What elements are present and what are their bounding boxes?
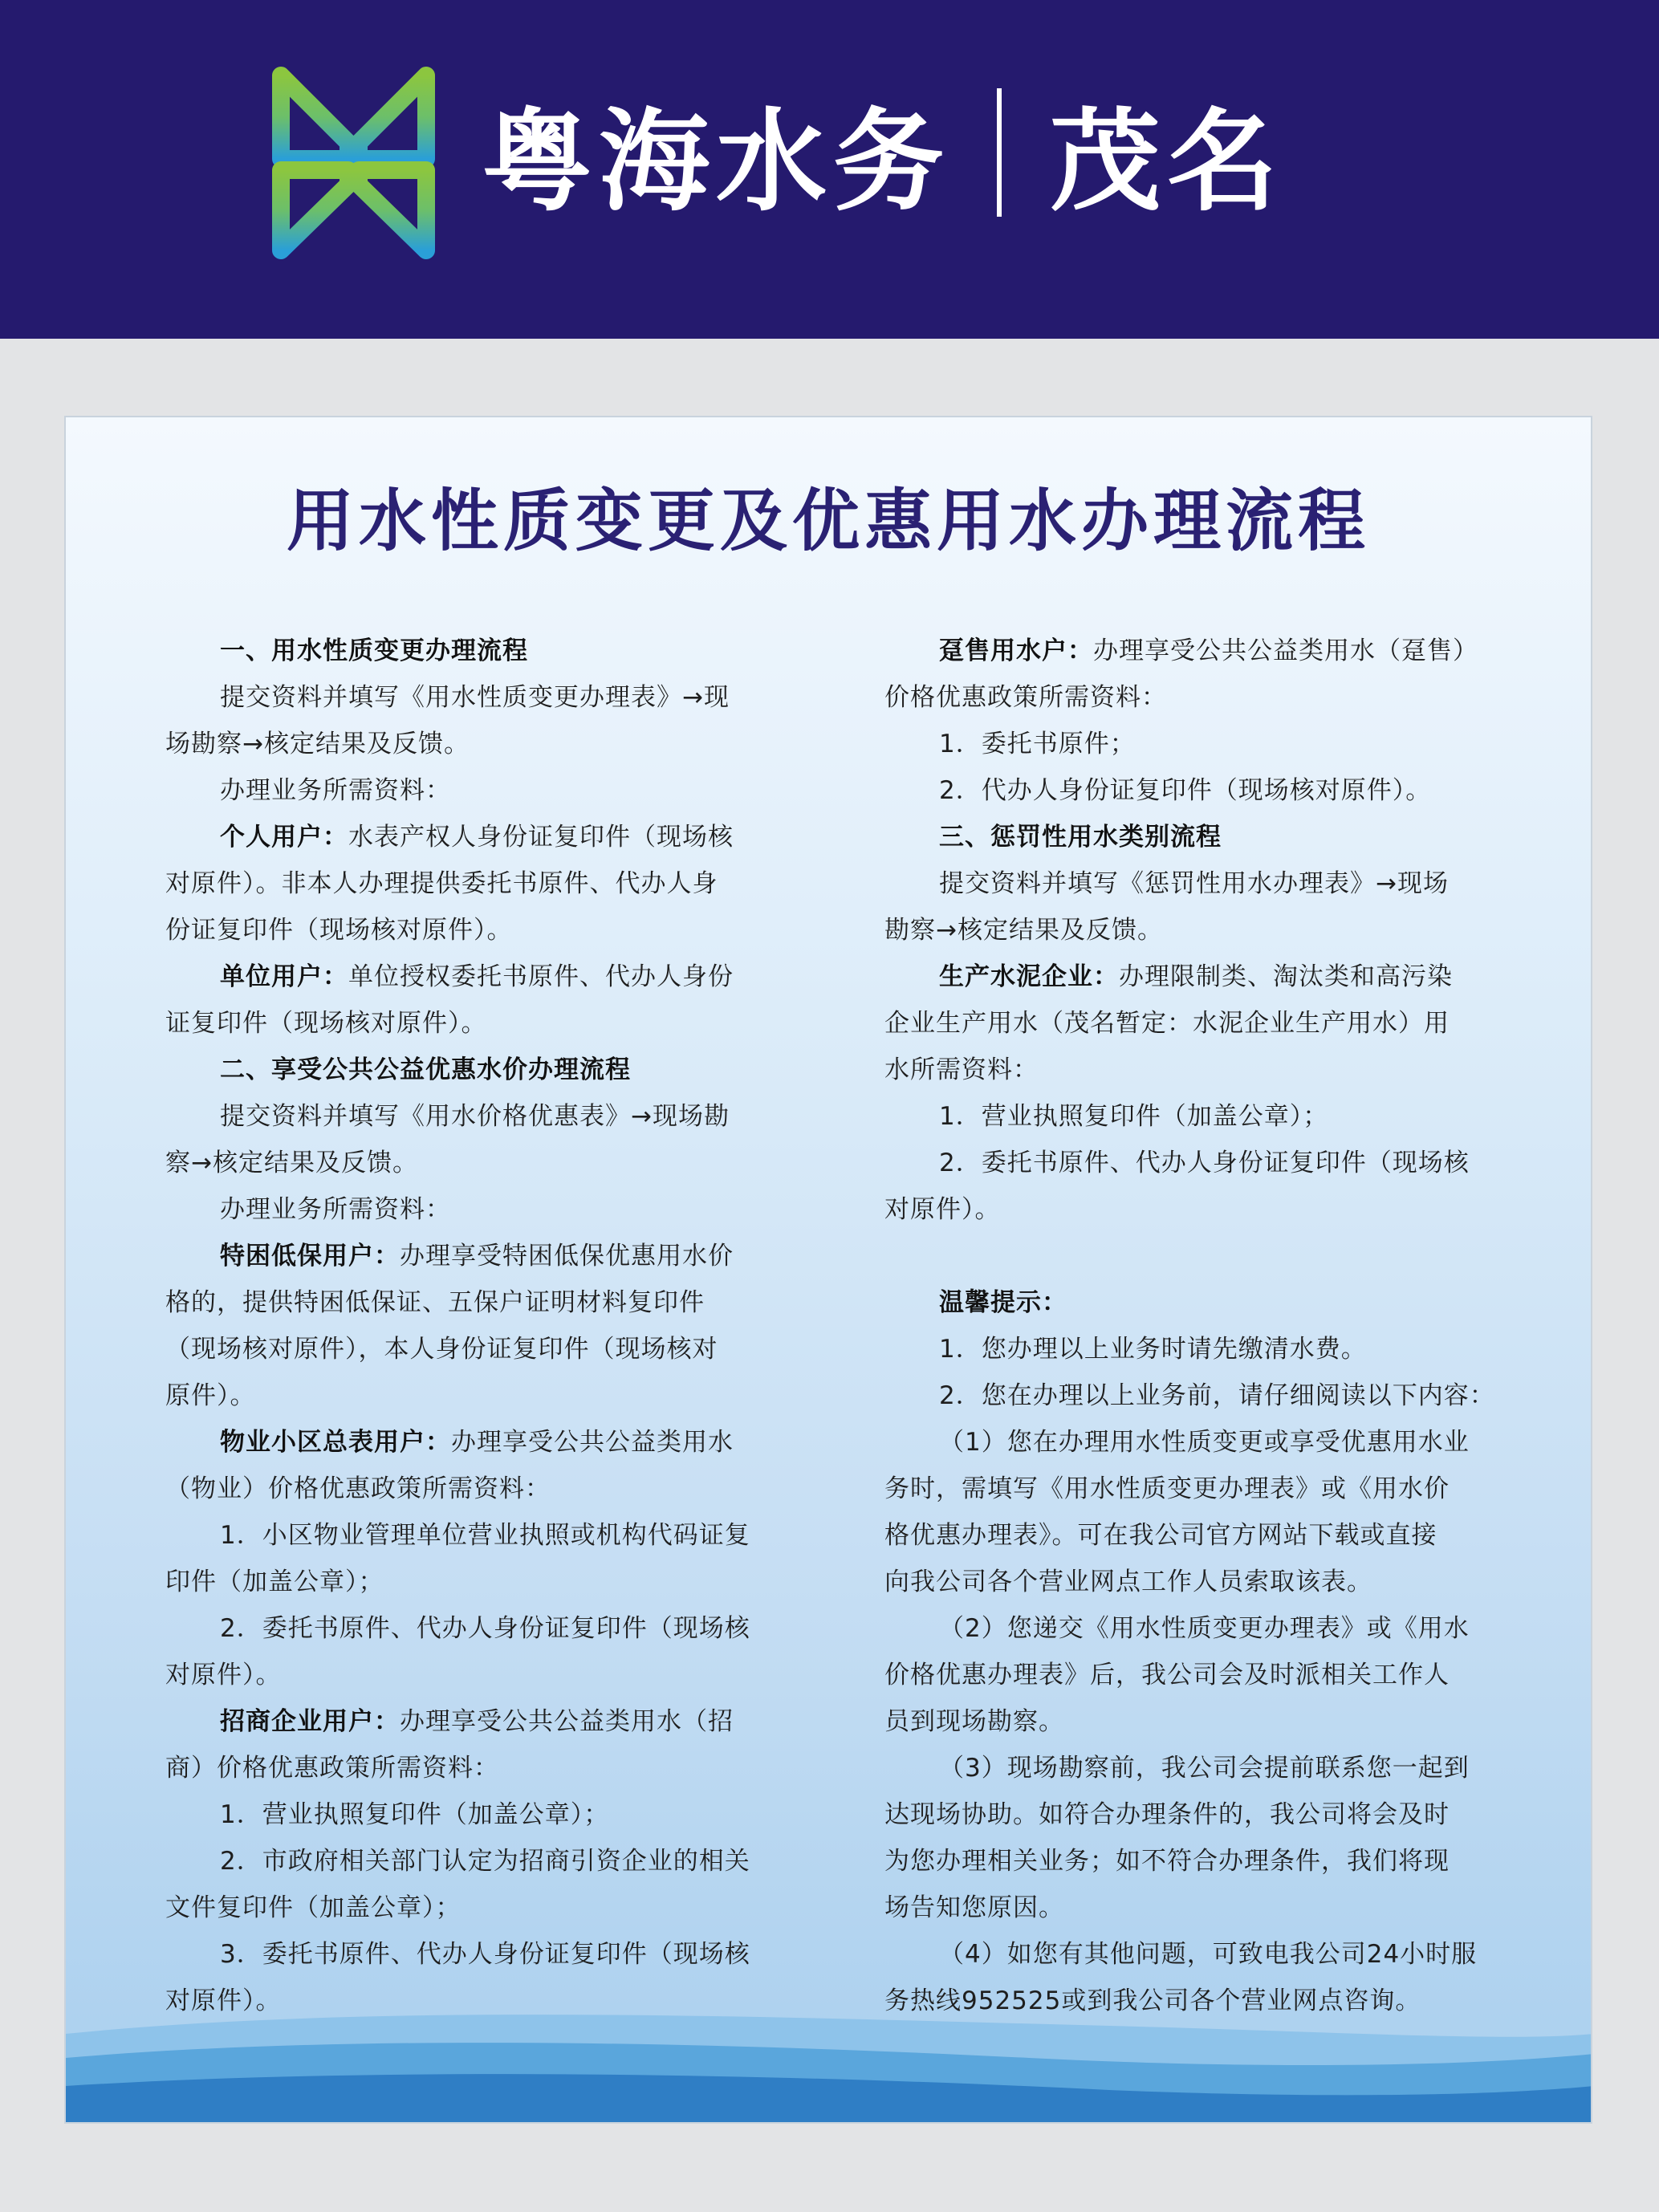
text-line	[884, 1745, 1511, 1791]
line-text: 水所需资料：	[884, 1055, 1039, 1084]
line-text: 3．委托书原件、代办人身份证复印件（现场核	[220, 1940, 750, 1969]
line-text: 格优惠办理表》。可在我公司官方网站下载或直接	[884, 1521, 1437, 1550]
text-line	[884, 1652, 1511, 1698]
line-text: 提交资料并填写《惩罚性用水办理表》→现场	[939, 869, 1449, 898]
bold-label: 趸售用水户：	[939, 636, 1093, 665]
line-text: 1．您办理以上业务时请先缴清水费。	[939, 1335, 1367, 1364]
line-text: 一、用水性质变更办理流程	[220, 636, 528, 665]
section-heading	[165, 1047, 791, 1093]
line-text: 办理享受公共公益类用水（招	[400, 1707, 734, 1736]
section-heading	[884, 1279, 1511, 1326]
line-text: 场勘察→核定结果及反馈。	[165, 730, 470, 758]
text-line	[165, 674, 791, 721]
line-text: 勘察→核定结果及反馈。	[884, 916, 1163, 945]
line-text: 企业生产用水（茂名暂定：水泥企业生产用水）用	[884, 1009, 1450, 1038]
text-line	[165, 1838, 791, 1885]
text-line	[165, 1419, 791, 1466]
text-line	[884, 1372, 1511, 1419]
text-line	[165, 1559, 791, 1605]
line-text: 达现场协助。如符合办理条件的，我公司将会及时	[884, 1800, 1450, 1829]
line-text: （物业）价格优惠政策所需资料：	[165, 1474, 551, 1503]
line-text: 办理享受公共公益类用水（趸售）	[1093, 636, 1478, 665]
text-line	[884, 1186, 1511, 1233]
blank-line	[884, 1233, 1511, 1279]
text-line	[884, 721, 1511, 767]
text-line	[884, 1605, 1511, 1652]
line-text: 印件（加盖公章）；	[165, 1568, 384, 1596]
line-text: 员到现场勘察。	[884, 1707, 1064, 1736]
brand-wordmark	[482, 76, 1284, 229]
text-line	[165, 1466, 791, 1512]
wave-decoration	[66, 2010, 1592, 2122]
line-text: 提交资料并填写《用水价格优惠表》→现场勘	[220, 1102, 730, 1131]
bold-label: 单位用户：	[220, 962, 348, 991]
line-text: （3）现场勘察前，我公司会提前联系您一起到	[939, 1754, 1470, 1783]
section-heading	[884, 814, 1511, 860]
line-text: 商）价格优惠政策所需资料：	[165, 1754, 499, 1783]
line-text: 办理享受特困低保优惠用水价	[400, 1242, 734, 1271]
text-line	[884, 1559, 1511, 1605]
line-text: 办理享受公共公益类用水	[451, 1428, 734, 1457]
line-text: 对原件）。	[165, 1661, 282, 1689]
text-line	[884, 674, 1511, 721]
line-text: （2）您递交《用水性质变更办理表》或《用水	[939, 1614, 1470, 1643]
text-line	[884, 1466, 1511, 1512]
line-text: 务热线952525或到我公司各个营业网点咨询。	[884, 1986, 1421, 2015]
line-text: 察→核定结果及反馈。	[165, 1149, 418, 1177]
line-text: 1．营业执照复印件（加盖公章）；	[939, 1102, 1329, 1131]
text-line	[165, 1326, 791, 1372]
bold-label: 个人用户：	[220, 823, 348, 852]
brand-name: 粤海水务	[482, 96, 951, 226]
text-line	[165, 1605, 791, 1652]
text-line	[884, 767, 1511, 814]
bold-label: 生产水泥企业：	[939, 962, 1119, 991]
line-text: （4）如您有其他问题，可致电我公司24小时服	[939, 1940, 1478, 1969]
text-line	[165, 814, 791, 860]
line-text: 价格优惠政策所需资料：	[884, 683, 1167, 712]
text-line	[165, 1233, 791, 1279]
line-text: 对原件）。非本人办理提供委托书原件、代办人身	[165, 869, 718, 898]
line-text: 证复印件（现场核对原件）。	[165, 1009, 487, 1038]
text-line	[165, 1372, 791, 1419]
text-line	[884, 1093, 1511, 1140]
line-text: 对原件）。	[884, 1195, 1001, 1224]
text-line	[884, 860, 1511, 907]
text-line	[165, 1652, 791, 1698]
line-text: 2．委托书原件、代办人身份证复印件（现场核	[939, 1149, 1470, 1177]
text-line	[165, 1885, 791, 1931]
text-line	[165, 1093, 791, 1140]
line-text: 办理限制类、淘汰类和高污染	[1119, 962, 1453, 991]
bold-label: 招商企业用户：	[220, 1707, 400, 1736]
text-line	[884, 1326, 1511, 1372]
text-line	[165, 1000, 791, 1047]
text-line	[884, 1885, 1511, 1931]
text-line	[884, 1047, 1511, 1093]
text-line	[165, 1698, 791, 1745]
line-text: 二、享受公共公益优惠水价办理流程	[220, 1055, 631, 1084]
text-line	[165, 1140, 791, 1186]
line-text: （现场核对原件），本人身份证复印件（现场核对	[165, 1335, 718, 1364]
butterfly-logo-icon	[271, 64, 436, 261]
line-text: 单位授权委托书原件、代办人身份	[348, 962, 734, 991]
text-line	[165, 1512, 791, 1559]
line-text: 文件复印件（加盖公章）；	[165, 1893, 462, 1922]
line-text: 格的，提供特困低保证、五保户证明材料复印件	[165, 1288, 705, 1317]
line-text: 三、惩罚性用水类别流程	[939, 823, 1222, 852]
line-text: 对原件）。	[165, 1986, 282, 2015]
text-line	[884, 1000, 1511, 1047]
text-line	[165, 860, 791, 907]
text-line	[884, 907, 1511, 954]
text-line	[165, 767, 791, 814]
line-text: 2．委托书原件、代办人身份证复印件（现场核	[220, 1614, 750, 1643]
text-line	[165, 954, 791, 1000]
text-line	[165, 1186, 791, 1233]
text-line	[165, 1791, 791, 1838]
text-line	[884, 628, 1511, 674]
line-text: 水表产权人身份证复印件（现场核	[348, 823, 734, 852]
line-text: 温馨提示：	[939, 1288, 1067, 1317]
line-text: 务时，需填写《用水性质变更办理表》或《用水价	[884, 1474, 1450, 1503]
left-column	[165, 628, 791, 2024]
line-text: 1．营业执照复印件（加盖公章）；	[220, 1800, 610, 1829]
header-bar	[0, 0, 1659, 339]
text-line	[165, 1745, 791, 1791]
text-line	[165, 721, 791, 767]
bold-label: 物业小区总表用户：	[220, 1428, 451, 1457]
brand-divider	[997, 88, 1002, 217]
text-line	[165, 907, 791, 954]
line-text: 为您办理相关业务；如不符合办理条件，我们将现	[884, 1847, 1450, 1876]
line-text: 办理业务所需资料：	[220, 776, 451, 805]
line-text: 1．小区物业管理单位营业执照或机构代码证复	[220, 1521, 750, 1550]
line-text: （1）您在办理用水性质变更或享受优惠用水业	[939, 1428, 1470, 1457]
line-text: 提交资料并填写《用水性质变更办理表》→现	[220, 683, 730, 712]
text-line	[884, 1931, 1511, 1978]
line-text: 2．您在办理以上业务前，请仔细阅读以下内容：	[939, 1381, 1495, 1410]
text-line	[884, 1698, 1511, 1745]
text-line	[884, 954, 1511, 1000]
line-text: 份证复印件（现场核对原件）。	[165, 916, 513, 945]
line-text: 价格优惠办理表》后，我公司会及时派相关工作人	[884, 1661, 1450, 1689]
text-line	[165, 1931, 791, 1978]
bold-label: 特困低保用户：	[220, 1242, 400, 1271]
section-heading	[165, 628, 791, 674]
brand-city: 茂名	[1050, 96, 1285, 226]
text-line	[165, 1279, 791, 1326]
line-text: 原件）。	[165, 1381, 256, 1410]
right-column	[884, 628, 1511, 2024]
page-title: 用水性质变更及优惠用水办理流程	[286, 482, 1370, 560]
line-text: 2．市政府相关部门认定为招商引资企业的相关	[220, 1847, 750, 1876]
line-text: 场告知您原因。	[884, 1893, 1064, 1922]
line-text: 办理业务所需资料：	[220, 1195, 451, 1224]
line-text: 2．代办人身份证复印件（现场核对原件）。	[939, 776, 1432, 805]
text-line	[884, 1791, 1511, 1838]
text-line	[884, 1140, 1511, 1186]
text-line	[884, 1512, 1511, 1559]
text-line	[884, 1419, 1511, 1466]
line-text: 向我公司各个营业网点工作人员索取该表。	[884, 1568, 1372, 1596]
line-text: 1．委托书原件；	[939, 730, 1136, 758]
text-line	[884, 1838, 1511, 1885]
notice-panel	[64, 416, 1592, 2124]
